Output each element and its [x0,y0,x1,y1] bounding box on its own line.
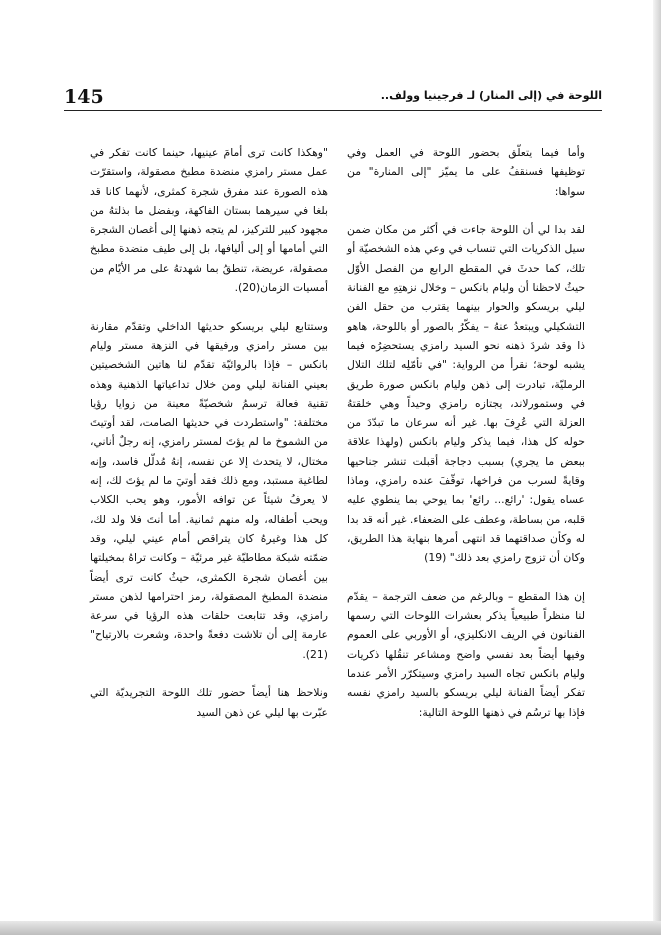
page-edge-shadow-bottom [0,921,661,935]
paragraph: "وهكذا كانت ترى أمامَ عينيها، حينما كانت تفكر في عمل مستر رامزي منضدة مطبخ مصقولة، واستقرّت هذه الصورة عند مفرق شجرة كمثرى، لأنهما كانا قد بلغا في سيرهما بستان الفاكهة، وبفضل ما بذلتهُ من مجهود كبير للتركيز، لم يتجه ذهنها إلى أغصان الشجرة التي أمامها أو إلى أليافها، بل إلى طيف منضدة مطبخ مصقولة، عريضة، تنطقُ بما شهدتهُ على مر الأيّام من أمسيات الزمان(20). [90,146,328,295]
running-title: اللوحة في (إلى المنار) لـ فرجينيا وولف.. [380,89,602,102]
header-rule [64,110,602,111]
paragraph: وأما فيما يتعلّق بحضور اللوحة في العمل وفي توظيفها فسنقفُ على ما يميّز "إلى المنارة" من سواها: [347,146,585,198]
text-column-left [90,143,328,722]
paragraph: ونلاحظ هنا أيضاً حضور تلك اللوحة التجريديّة التي عبّرت بها ليلي عن ذهن السيد [90,686,328,719]
paragraph: وستتابع ليلي بريسكو حديثها الداخلي وتقدّم مقارنة بين مستر رامزي ورفيقها في النزهة مستر وليام بانكس – فإذا بالروائيّة تقدّم لنا هاتين الشخصيتين بعيني الفنانة ليلي ومن خلال تداعياتها الذهنية وهذه تقنية فعالة ترسمُ شخصيّةً معينة من زوايا رؤيا مختلفة: "واستطردت في حديثها الصامت، لقد أوتيتَ من الشموخ ما لم يؤتَ لمستر رامزي، إنه رجلٌ أناني، مختال، لا يتحدث إلا عن نفسه، إنهُ مُدلّل فاسد، وإنه لطاغية مستبد، ومع ذلك فقد أوتيَ ما لم يؤتَ لك، إنه لا يعرفُ شيئاً عن توافه الأمور، وهو يحب الكلاب ويحب أطفاله، وله منهم ثمانية. أما أنتَ فلا ولد لك، كل هذا وغيرهُ كان يتراقص أمام عيني ليلي، وقد ضمّته شبكة مطاطيّة غير مرئيّة – وكانت تراهُ بمخيلتها بين أغصان شجرة الكمثرى، حيثُ كانت ترى أيضاً منضدة المطبخ المصقولة، رمز احترامها لذهن مستر رامزي، وقد تتابعت حلقات هذه الرؤيا في سرعة عارمة إلى أن تلاشت دفعةً واحدة، وشعرت بالارتياح"(21). [90,319,328,661]
page-header [64,86,602,116]
page-number: 145 [64,86,104,108]
paragraph: إن هذا المقطع – وبالرغم من ضعف الترجمة – يقدّم لنا منظراً طبيعياً يذكر بعشرات اللوحات التي رسمها الفنانون في الريف الانكليزي، أو الأوربي على العموم وفيها أيضاً بعد نفسي واضح ومشاعر تنقُلها ذكريات وليام بانكس تجاه السيد رامزي وسيتكرّر الأمر عندما تفكر أيضاً الفنانة ليلي بريسكو بالسيد رامزي نفسه فإذا بها ترسُم في ذهنها اللوحة التالية: [347,589,585,719]
text-column-right [347,143,585,722]
paragraph: لقد بدا لي أن اللوحة جاءت في أكثر من مكان ضمن سيل الذكريات التي تنساب في وعي هذه الشخصيّة أو تلك، كما حدثَ في المقطع الرابع من الفصل الأوّل حيثُ لاحظنا أن وليام بانكس – وخلال نزهتِهِ مع الفنانة ليلي بريسكو والحوار بينهما يقترب من حقل الفن التشكيلي ويبتعدُ عنهُ – يفكّرُ بالصور أو باللوحة، هاهو ذا وقد شردَ ذهنه نحو السيد رامزي يستحضِرُه فيما يشبه لوحة؛ نقرأ من الرواية: "في تأمّلِه لتلك التلال الرمليّة، تبادرت إلى ذهن وليام بانكس صورة طريق في وستمورلاند، يجتازه رامزي وحيداً وهي خلقتهُ العزلة التي عُرِفَ بها. غير أنه سرعان ما تبدّدَ من حوله كل هذا، فيما يذكر وليام بانكس (ولهذا علاقة ببعض ما يجري) بسبب دجاجة أقبلت تنشر جناحيها وقايةً لسرب من فراخها، توقّفَ عنده رامزي، وماذا عساه يقول: 'رائع... رائع' بما يوحي بما ينطوي عليه قلبه، من بساطة، وعطف على الضعفاء. غير أنه قد بدا له وكأن صداقتهما قد انتهى أمرها بنهاية هذا الطريق، وكان أن تزوج رامزي بعد ذلك" (19) [347,223,585,565]
page-edge-shadow-right [653,0,661,935]
